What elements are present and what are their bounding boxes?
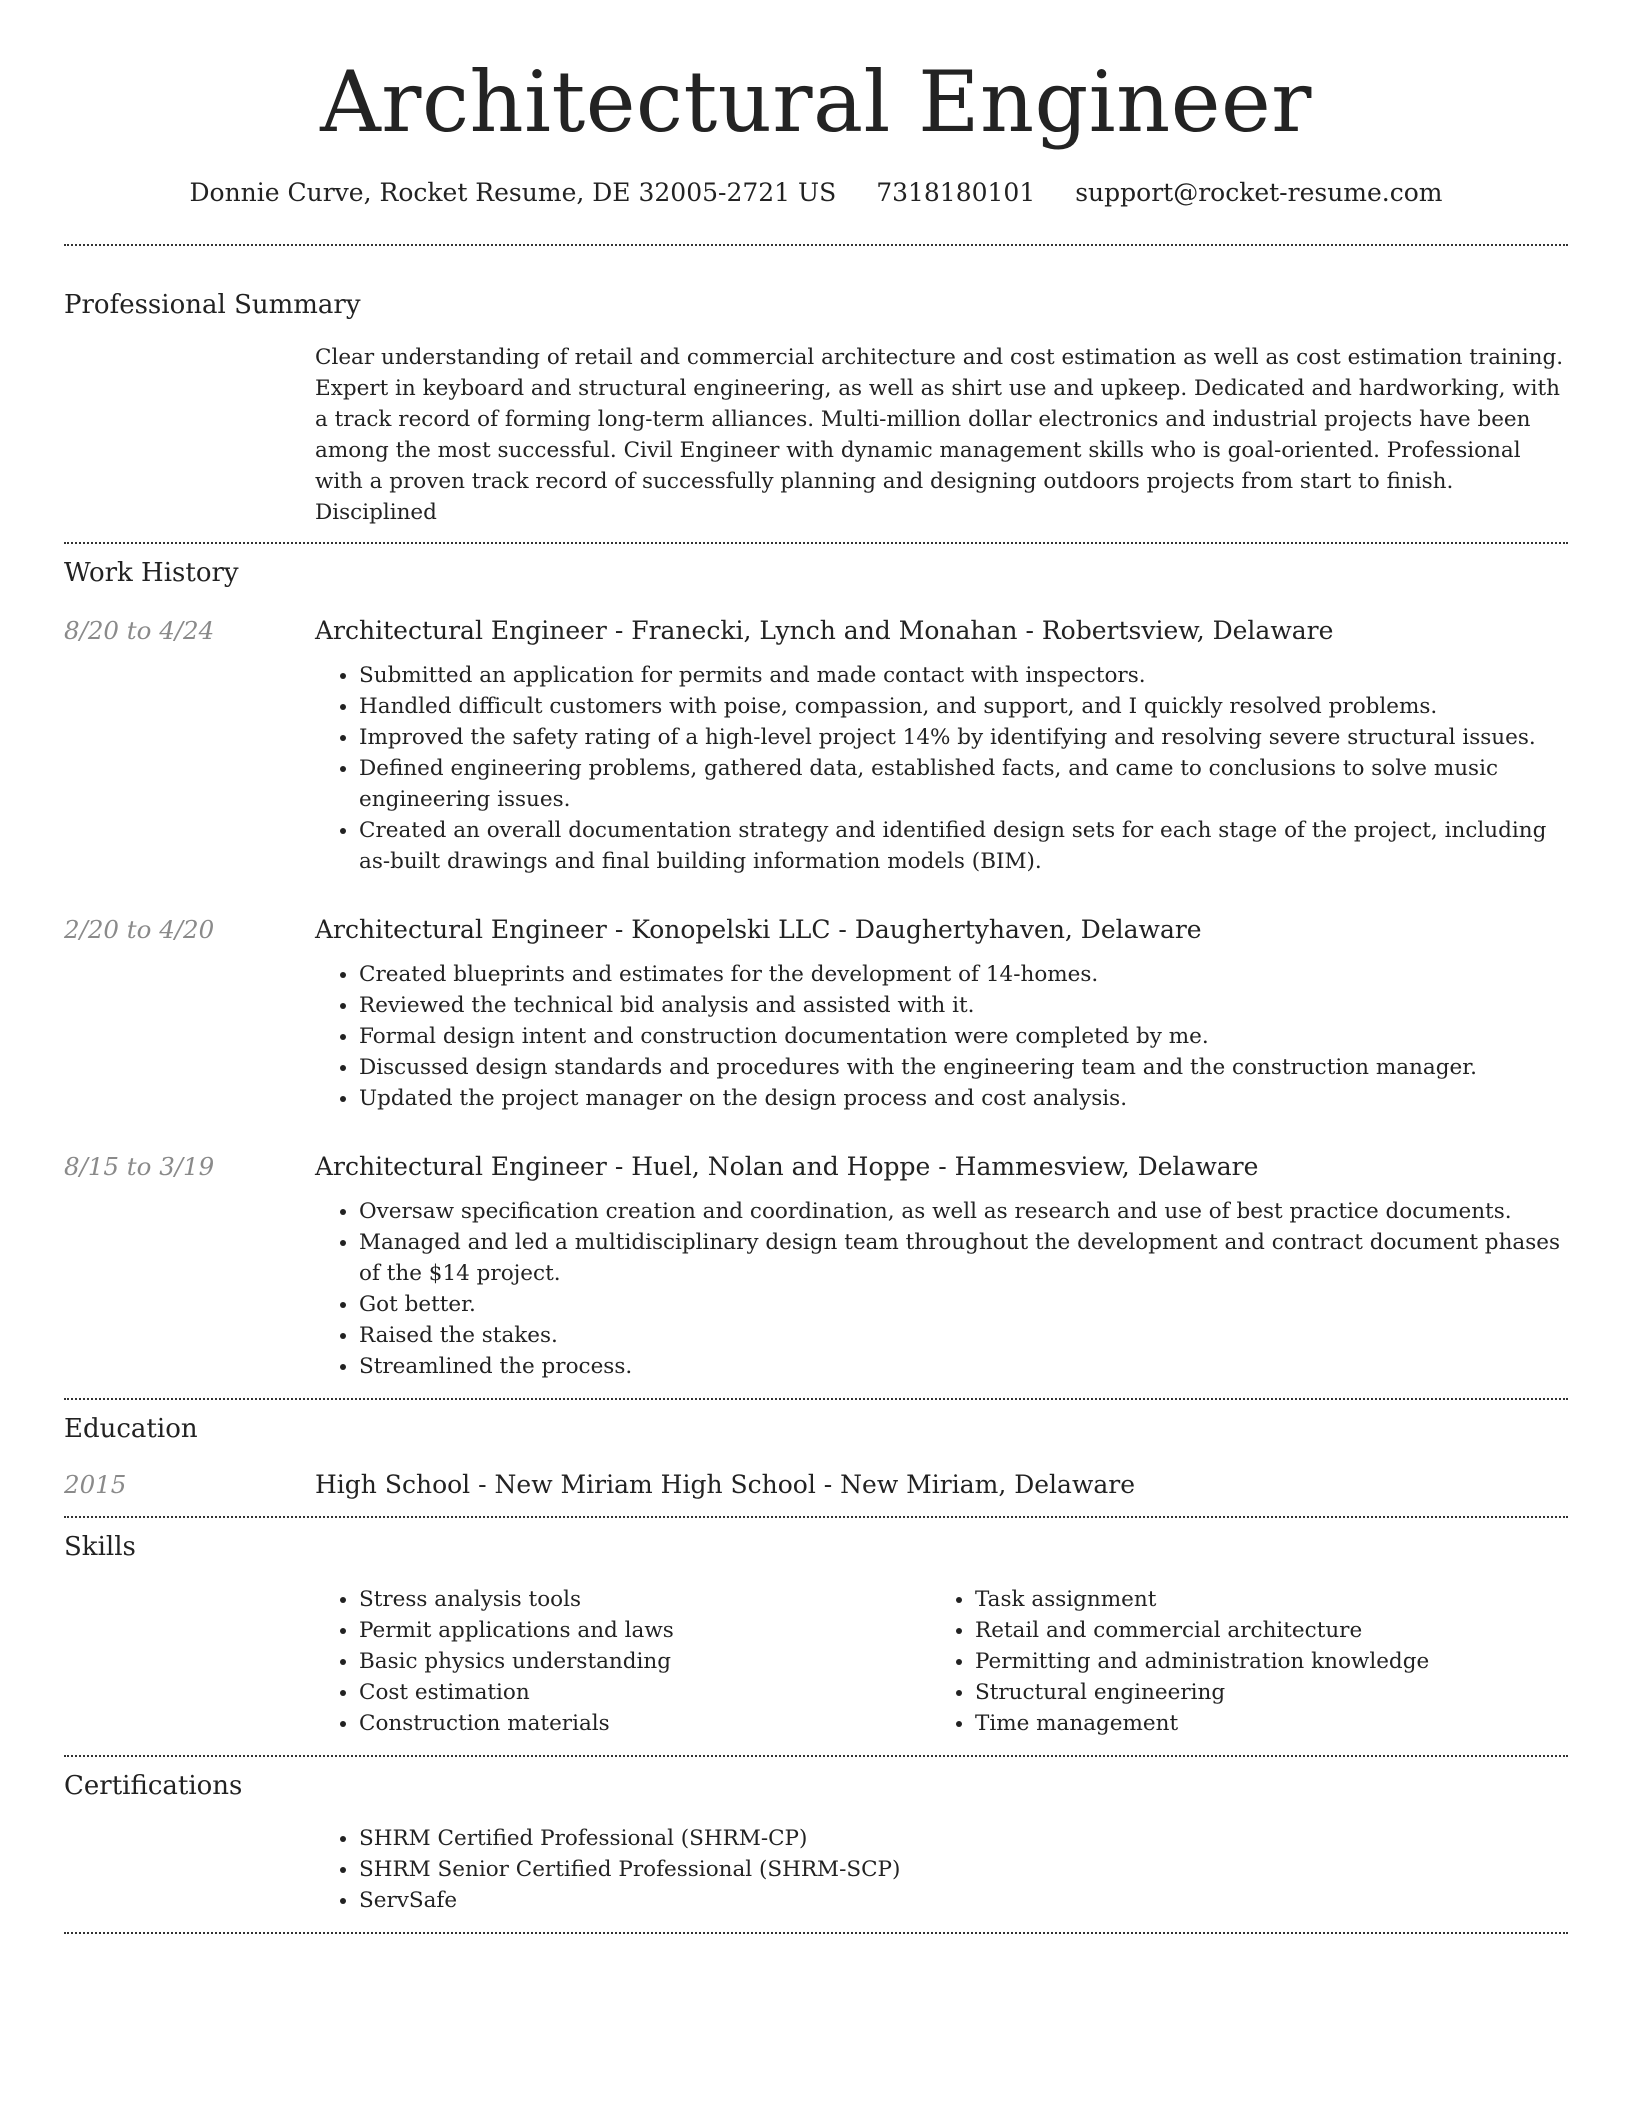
job-bullet: • Got better. [359, 1289, 1568, 1320]
education-year: 2015 [64, 1470, 127, 1499]
list-item: • Retail and commercial architecture [975, 1615, 1547, 1646]
work-history-title: Work History [64, 558, 239, 588]
certifications-title: Certifications [64, 1771, 243, 1801]
list-item: • ServSafe [359, 1885, 1568, 1916]
skills-right-column [931, 1584, 1547, 1739]
education-title: Education [64, 1414, 198, 1444]
job-bullet: • Defined engineering problems, gathered data, established facts, and came to conclusions to solve music engineering issues. [359, 753, 1568, 815]
job-bullet: • Improved the safety rating of a high-level project 14% by identifying and resolving severe structural issues. [359, 722, 1568, 753]
list-item: • SHRM Senior Certified Professional (SHRM-SCP) [359, 1854, 1568, 1885]
certifications-section [64, 1757, 1568, 1932]
list-item: • Structural engineering [975, 1677, 1547, 1708]
job-entry [64, 913, 1568, 1114]
job-bullet: • Raised the stakes. [359, 1320, 1568, 1351]
education-entry [64, 1468, 1568, 1516]
education-detail: - New Miriam High School - New Miriam, Delaware [470, 1470, 1136, 1499]
resume-header [64, 0, 1568, 210]
certifications-list-wrap [315, 1823, 1568, 1932]
list-item: • Basic physics understanding [359, 1646, 931, 1677]
work-history-section [64, 544, 1568, 1398]
job-bullet: • Streamlined the process. [359, 1351, 1568, 1382]
job-bullet: • Submitted an application for permits and made contact with inspectors. [359, 660, 1568, 691]
list-item: • Permit applications and laws [359, 1615, 931, 1646]
job-bullet: • Updated the project manager on the design process and cost analysis. [359, 1083, 1568, 1114]
skills-title: Skills [64, 1532, 136, 1562]
job-heading: Architectural Engineer - Huel, Nolan and Hoppe - Hammesview, Delaware [315, 1152, 1259, 1181]
list-item: • Task assignment [975, 1584, 1547, 1615]
job-bullet: • Oversaw specification creation and coordination, as well as research and use of best practice documents. [359, 1196, 1568, 1227]
job-bullets [315, 660, 1568, 877]
job-bullets [315, 959, 1568, 1114]
certifications-list [315, 1823, 1568, 1916]
contact-phone: 7318180101 [876, 178, 1036, 207]
job-bullet: • Formal design intent and construction documentation were completed by me. [359, 1021, 1568, 1052]
contact-email: support@rocket-resume.com [1075, 178, 1443, 207]
education-section [64, 1400, 1568, 1516]
job-dates: 8/20 to 4/24 [64, 616, 215, 645]
list-item: • Stress analysis tools [359, 1584, 931, 1615]
job-bullet: • Discussed design standards and procedures with the engineering team and the construction manager. [359, 1052, 1568, 1083]
summary-text: Clear understanding of retail and commercial architecture and cost estimation as well as cost estimation training. Expert in keyboard and structural engineering, as well as shirt use and upkeep. Dedicated and hardworking, with a track record of forming long-term alliances. Multi-million dollar electronics and industrial projects have been among the most successful. Civil Engineer with dynamic management skills who is goal-oriented. Professional with a proven track record of successfully planning and designing outdoors projects from start to finish. Disciplined [315, 345, 1564, 525]
candidate-title: Architectural Engineer [320, 53, 1312, 151]
list-item: • Permitting and administration knowledge [975, 1646, 1547, 1677]
list-item: • Time management [975, 1708, 1547, 1739]
job-bullet: • Reviewed the technical bid analysis and assisted with it. [359, 990, 1568, 1021]
summary-title: Professional Summary [64, 290, 361, 320]
list-item: • Cost estimation [359, 1677, 931, 1708]
job-body [315, 1150, 1568, 1398]
skills-left-column [315, 1584, 931, 1739]
job-entry [64, 614, 1568, 877]
summary-section [64, 246, 1568, 542]
list-item: • Construction materials [359, 1708, 931, 1739]
job-list [64, 614, 1568, 1398]
job-heading: Architectural Engineer - Konopelski LLC - Daughertyhaven, Delaware [315, 915, 1202, 944]
contact-address: Donnie Curve, Rocket Resume, DE 32005-2721 US [189, 178, 837, 207]
skills-section [64, 1518, 1568, 1755]
job-heading: Architectural Engineer - Franecki, Lynch and Monahan - Robertsview, Delaware [315, 616, 1334, 645]
section-divider [64, 1932, 1568, 1934]
job-bullet: • Created an overall documentation strategy and identified design sets for each stage of the project, including as-built drawings and final building information models (BIM). [359, 815, 1568, 877]
job-bullet: • Created blueprints and estimates for the development of 14-homes. [359, 959, 1568, 990]
job-bullet: • Handled difficult customers with poise, compassion, and support, and I quickly resolved problems. [359, 691, 1568, 722]
education-heading [315, 1468, 1568, 1502]
job-body [315, 614, 1568, 877]
job-dates: 2/20 to 4/20 [64, 915, 215, 944]
job-dates: 8/15 to 3/19 [64, 1152, 215, 1181]
skills-columns [315, 1584, 1568, 1755]
education-degree: High School [315, 1470, 471, 1499]
job-bullet: • Managed and led a multidisciplinary design team throughout the development and contract document phases of the $14 project. [359, 1227, 1568, 1289]
list-item: • SHRM Certified Professional (SHRM-CP) [359, 1823, 1568, 1854]
job-bullets [315, 1196, 1568, 1382]
job-entry [64, 1150, 1568, 1398]
contact-line [64, 176, 1568, 210]
job-body [315, 913, 1568, 1114]
